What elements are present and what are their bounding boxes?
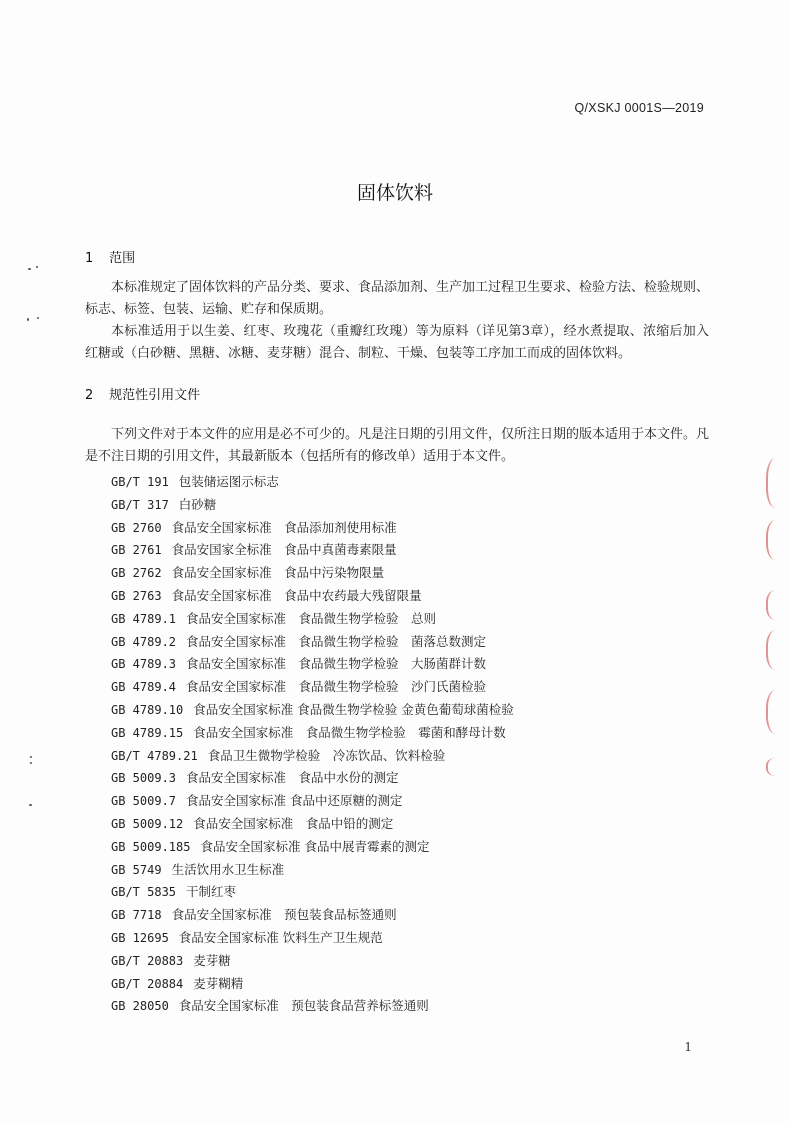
scan-speck [30,762,32,764]
reference-title: 生活饮用水卫生标准 [171,861,285,877]
reference-item [111,653,514,676]
section-title: 规范性引用文件 [109,388,201,403]
reference-code: GB 5749 [111,862,162,877]
reference-item [111,859,514,882]
document-title: 固体饮料 [356,182,433,204]
reference-code: GB 2762 [111,566,162,581]
reference-item [111,699,514,722]
reference-code: GB/T 20883 [111,953,184,968]
document-code: Q/XSKJ 0001S—2019 [574,101,704,115]
reference-code: GB/T 20884 [111,976,184,991]
reference-item [111,562,514,585]
scope-paragraph-2: 本标准适用于以生姜、红枣、玫瑰花（重瓣红玫瑰）等为原料（详见第3章），经水煮提取、浓缩后加入红糖或（白砂糖、黑糖、冰糖、麦芽糖）混合、制粒、干燥、包装等工序加工而成的固体饮料。 [85,324,709,361]
reference-item [111,767,514,790]
reference-title: 麦芽糖 [193,952,231,968]
reference-code: GB/T 4789.21 [111,748,198,763]
reference-code: GB 5009.12 [111,816,184,831]
reference-code: GB 5009.3 [111,771,177,786]
reference-code: GB 5009.7 [111,794,177,809]
normative-references-list [111,471,514,1018]
reference-item [111,539,514,562]
reference-item [111,676,514,699]
reference-item [111,950,514,973]
scan-speck [28,268,31,270]
seal-fragment [766,590,790,620]
reference-title: 食品安全国家标准 食品中污染物限量 [171,565,385,581]
seal-fragment [766,758,790,776]
reference-title: 白砂糖 [178,496,217,512]
scope-paragraph-1: 本标准规定了固体饮料的产品分类、要求、食品添加剂、生产加工过程卫生要求、检验方法、检验规则、标志、标签、包装、运输、贮存和保质期。 [85,280,710,317]
reference-title: 食品安全国家标准 食品添加剂使用标准 [171,519,397,535]
reference-item [111,995,514,1018]
seal-fragment [766,458,790,508]
reference-code: GB 4789.3 [111,657,177,672]
references-intro-paragraph: 下列文件对于本文件的应用是必不可少的。凡是注日期的引用文件，仅所注日期的版本适用于本文件。凡是不注日期的引用文件，其最新版本（包括所有的修改单）适用于本文件。 [85,427,710,464]
section-number: 1 [85,251,94,266]
reference-item [111,494,514,517]
reference-item [111,631,514,654]
scan-speck [37,317,39,319]
reference-item [111,813,514,836]
reference-item [111,722,514,745]
reference-code: GB 4789.4 [111,680,177,695]
reference-item [111,790,514,813]
reference-title: 食品安全国家标准 食品中铅的测定 [193,815,394,831]
section-title: 范围 [109,251,136,266]
reference-item [111,745,514,768]
reference-title: 食品安全国家标准 食品中水份的测定 [186,770,399,786]
reference-title: 食品安全国家标准 食品微生物学检验 霉菌和酵母计数 [193,724,506,740]
seal-fragment [766,630,790,670]
reference-code: GB 4789.15 [111,725,184,740]
reference-code: GB 28050 [111,999,169,1014]
reference-item [111,608,514,631]
reference-title: 食品安全国家标准 食品中展青霉素的测定 [200,838,430,854]
reference-item [111,881,514,904]
reference-item [111,517,514,540]
scan-speck [27,318,29,321]
page-number: 1 [684,1040,692,1054]
reference-title: 食品安全国家标准 食品微生物学检验 金黄色葡萄球菌检验 [193,701,514,717]
reference-item [111,904,514,927]
reference-item [111,585,514,608]
reference-code: GB 2761 [111,543,162,558]
reference-title: 食品安全国家标准 食品中还原糖的测定 [186,793,403,809]
scan-speck [36,266,38,268]
section-number: 2 [85,388,94,403]
reference-code: GB/T 317 [111,497,169,512]
seal-fragment [766,520,790,560]
reference-title: 食品安全国家标准 食品微生物学检验 总则 [186,610,437,626]
reference-code: GB 4789.2 [111,634,177,649]
scan-speck [29,804,32,806]
reference-title: 食品安全国家标准 食品微生物学检验 大肠菌群计数 [186,656,487,672]
scan-speck [30,756,32,758]
reference-title: 食品卫生微物学检验 冷冻饮品、饮料检验 [207,747,446,763]
section-2-heading [85,384,200,403]
reference-code: GB 4789.1 [111,611,177,626]
reference-code: GB/T 191 [111,475,169,489]
section-1-heading [85,247,135,266]
reference-item [111,927,514,950]
reference-code: GB 2760 [111,520,162,535]
reference-code: GB 7718 [111,908,162,923]
reference-code: GB 12695 [111,930,169,945]
reference-title: 食品安全国家标准 饮料生产卫生规范 [178,929,383,945]
reference-title: 食品安全国家标准 食品中农药最大残留限量 [171,587,422,603]
reference-title: 食品安全国家标准 预包装食品标签通则 [171,907,397,923]
reference-item [111,836,514,859]
reference-code: GB 2763 [111,588,162,603]
reference-title: 包装储运图示标志 [178,474,279,489]
reference-code: GB 4789.10 [111,702,184,717]
reference-title: 麦芽糊精 [193,975,244,991]
reference-item [111,471,514,494]
reference-code: GB 5009.185 [111,839,191,854]
reference-title: 食品安国家全标准 食品中真菌毒素限量 [171,542,397,558]
reference-title: 干制红枣 [186,884,237,900]
reference-title: 食品安全国家标准 食品微生物学检验 菌落总数测定 [186,633,487,649]
seal-fragment [766,690,790,734]
reference-code: GB/T 5835 [111,885,177,900]
reference-title: 食品安全国家标准 食品微生物学检验 沙门氏菌检验 [186,679,487,695]
reference-title: 食品安全国家标准 预包装食品营养标签通则 [178,998,429,1014]
reference-item [111,973,514,996]
